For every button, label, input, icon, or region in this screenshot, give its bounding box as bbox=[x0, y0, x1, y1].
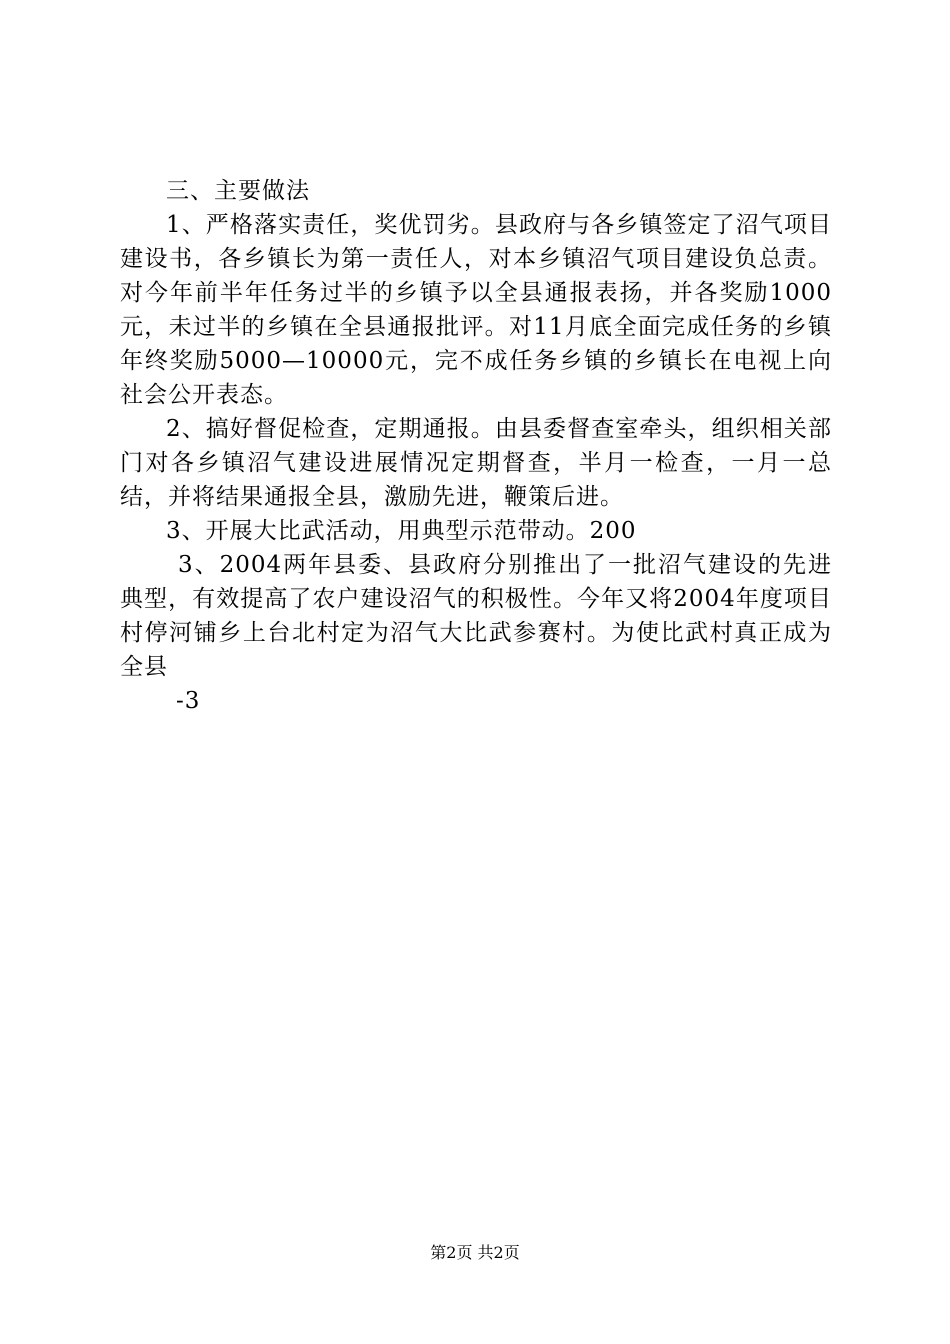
trailing-fragment: -3 bbox=[176, 688, 201, 714]
paragraph-responsibility: 1、严格落实责任，奖优罚劣。县政府与各乡镇签定了沼气项目建设书，各乡镇长为第一责任人，对本乡镇沼气项目建设负总责。对今年前半年任务过半的乡镇予以全县通报表扬，并各奖励1000元，未过半的乡镇在全县通报批评。对11月底全面完成任务的乡镇年终奖励5000—10000元，完不成任务乡镇的乡镇长在电视上向社会公开表态。 bbox=[120, 212, 832, 408]
paragraph-inspection: 2、搞好督促检查，定期通报。由县委督查室牵头，组织相关部门对各乡镇沼气建设进展情况定期督查，半月一检查，一月一总结，并将结果通报全县，激励先进，鞭策后进。 bbox=[120, 416, 832, 510]
page-footer: 第2页 共2页 bbox=[430, 1243, 520, 1262]
document-body bbox=[120, 174, 832, 718]
section-heading: 三、主要做法 bbox=[166, 178, 310, 204]
paragraph-competition: 3、开展大比武活动，用典型示范带动。200 bbox=[166, 518, 637, 544]
paragraph-demonstration: 3、2004两年县委、县政府分别推出了一批沼气建设的先进典型，有效提高了农户建设沼气的积极性。今年又将2004年度项目村停河铺乡上台北村定为沼气大比武参赛村。为使比武村真正成为全县 bbox=[120, 552, 832, 680]
